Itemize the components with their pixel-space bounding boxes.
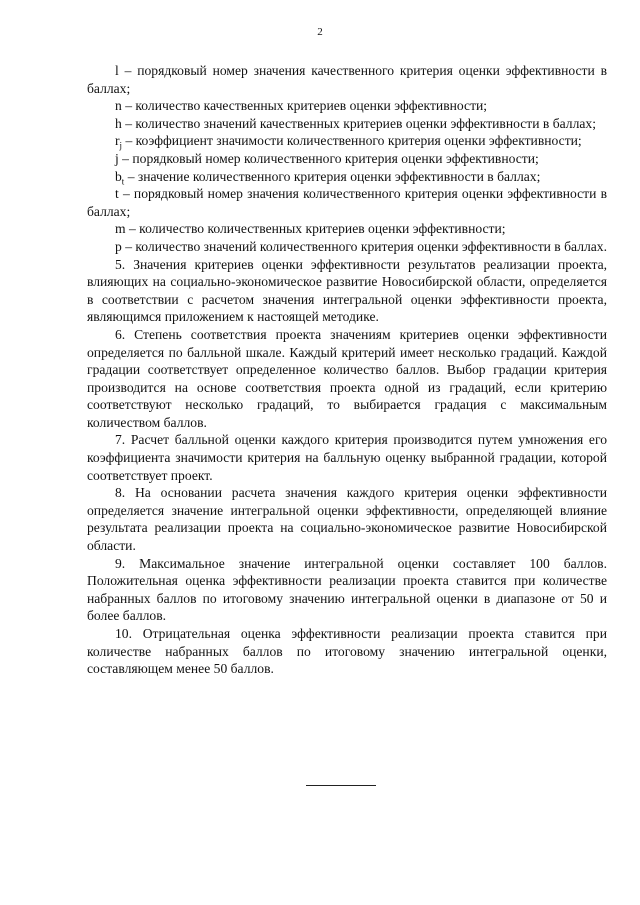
definition-p bbox=[87, 238, 607, 256]
definition-l bbox=[87, 62, 607, 97]
symbol: r bbox=[115, 133, 120, 149]
definition-text: – количество значений количественного критерия оценки эффективности в баллах. bbox=[121, 238, 607, 254]
symbol: h bbox=[115, 115, 122, 131]
definition-rj bbox=[87, 132, 607, 150]
symbol-subscript: j bbox=[119, 141, 123, 152]
definition-bt bbox=[87, 168, 607, 186]
symbol: t bbox=[115, 186, 119, 202]
paragraph-9: 9. Максимальное значение интегральной оценки составляет 100 баллов. Положительная оценка эффективности реализации проекта ставится при количестве набранных баллов по итоговому значению интегральной оценки в диапазоне от 50 и более баллов. bbox=[87, 555, 607, 624]
paragraph-5: 5. Значения критериев оценки эффективности результатов реализации проекта, влияющих на социально-экономическое развитие Новосибирской области, определяется в соответствии с расчетом значения интегральной оценки эффективности проекта, являющимся приложением к настоящей методике. bbox=[87, 256, 607, 325]
definition-text: – порядковый номер значения качественного критерия оценки эффективности в баллах; bbox=[87, 63, 607, 96]
definition-h bbox=[87, 115, 607, 133]
definition-text: – порядковый номер количественного критерия оценки эффективности; bbox=[118, 150, 539, 166]
definition-j bbox=[87, 150, 607, 168]
symbol: j bbox=[115, 150, 119, 166]
definition-text: – количество значений качественных критериев оценки эффективности в баллах; bbox=[121, 115, 596, 131]
end-divider bbox=[306, 785, 376, 786]
paragraph-10: 10. Отрицательная оценка эффективности реализации проекта ставится при количестве набранных баллов по итоговому значению интегральной оценки, составляющем менее 50 баллов. bbox=[87, 626, 607, 677]
definition-t bbox=[87, 185, 607, 220]
definition-text: – коэффициент значимости количественного критерия оценки эффективности; bbox=[122, 133, 582, 149]
symbol: m bbox=[115, 221, 126, 237]
paragraph-7: 7. Расчет балльной оценки каждого критерия производится путем умножения его коэффициента значимости критерия на балльную оценку выбранной градации, которой соответствует проект. bbox=[87, 432, 607, 483]
symbol: n bbox=[115, 98, 122, 114]
paragraph-8: 8. На основании расчета значения каждого критерия оценки эффективности определяется значение интегральной оценки эффективности, определяющей влияние результата реализации проекта на социально-экономическое развитие Новосибирской области. bbox=[87, 485, 607, 554]
definition-text: – количество количественных критериев оценки эффективности; bbox=[125, 221, 506, 237]
symbol: l bbox=[115, 63, 119, 78]
definition-n bbox=[87, 97, 607, 115]
document-body bbox=[87, 62, 607, 678]
definition-text: – количество качественных критериев оценки эффективности; bbox=[121, 98, 488, 114]
definition-text: – порядковый номер значения количественного критерия оценки эффективности в баллах; bbox=[87, 186, 607, 219]
symbol: b bbox=[115, 168, 122, 184]
paragraph-6: 6. Степень соответствия проекта значениям критериев оценки эффективности определяется по балльной шкале. Каждый критерий имеет несколько градаций. Каждой градации соответствует определенное количество баллов. Выбор градации критерия производится на основе соответствия проекта одной из градаций, если критерию соответствуют несколько градаций, то выбирается градация с максимальным количеством баллов. bbox=[87, 326, 607, 430]
page-number: 2 bbox=[317, 26, 323, 38]
symbol: p bbox=[115, 238, 122, 254]
definition-m bbox=[87, 220, 607, 238]
definition-text: – значение количественного критерия оценки эффективности в баллах; bbox=[124, 168, 541, 184]
symbol-subscript: t bbox=[121, 176, 125, 187]
